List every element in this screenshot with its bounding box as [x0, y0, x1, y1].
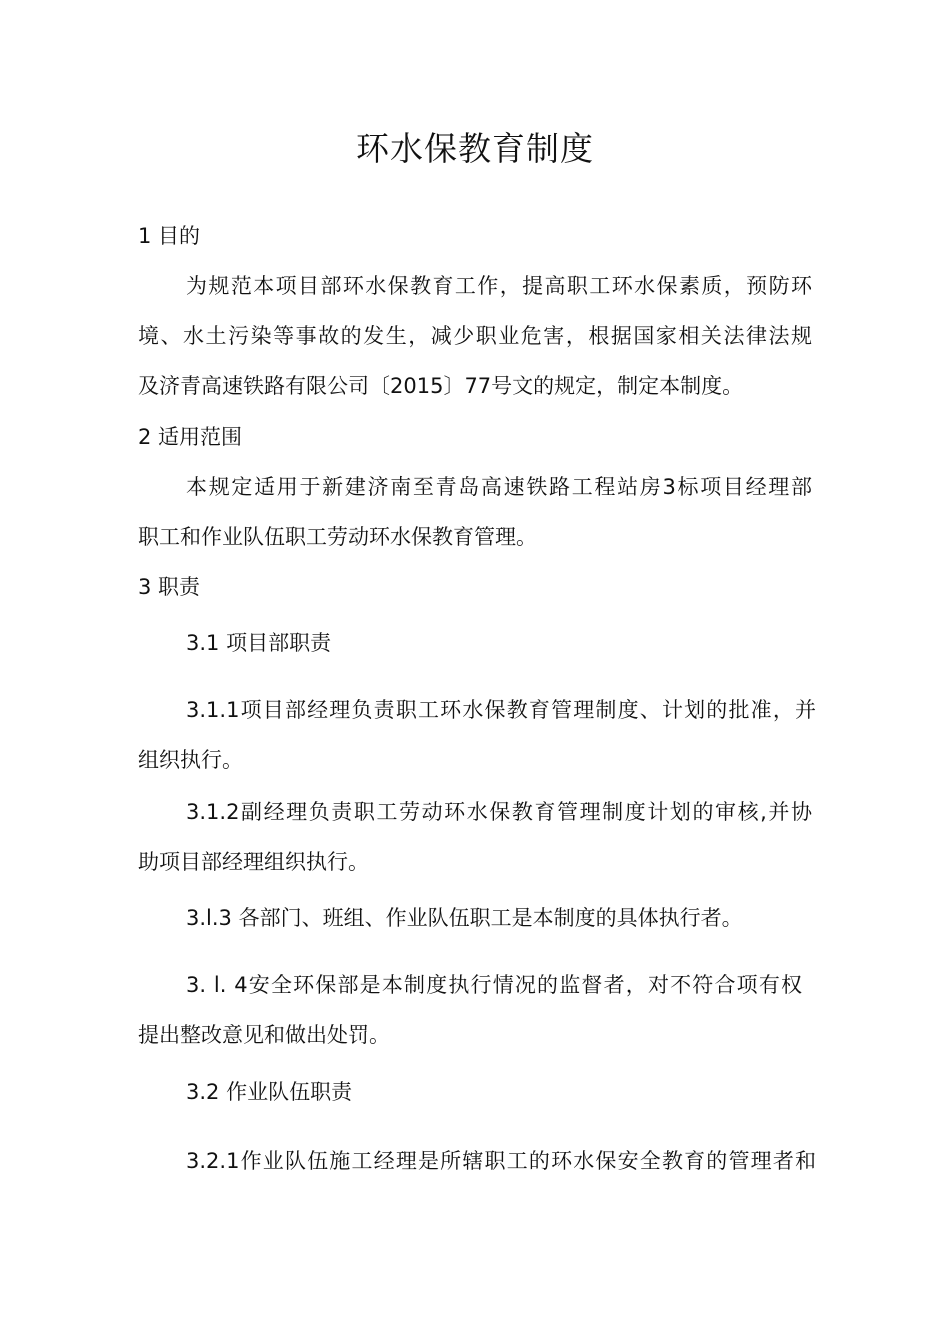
- paragraph-line: 3. l. 4安全环保部是本制度执行情况的监督者，对不符合项有权: [186, 973, 802, 997]
- paragraph-line: 3.2.1作业队伍施工经理是所辖职工的环水保安全教育的管理者和: [186, 1149, 816, 1173]
- document-title: 环水保教育制度: [356, 129, 594, 168]
- paragraph-line: 提出整改意见和做出处罚。: [138, 1023, 390, 1047]
- paragraph-line: 职工和作业队伍职工劳动环水保教育管理。: [138, 525, 537, 549]
- section-heading-duties: 3 职责: [138, 575, 201, 599]
- paragraph-line: 本规定适用于新建济南至青岛高速铁路工程站房3标项目经理部: [186, 475, 812, 499]
- paragraph-line: 3.1.1项目部经理负责职工环水保教育管理制度、计划的批准，并: [186, 698, 816, 722]
- paragraph-line: 组织执行。: [138, 748, 243, 772]
- paragraph-line: 3.l.3 各部门、班组、作业队伍职工是本制度的具体执行者。: [186, 906, 743, 930]
- subsection-heading: 3.2 作业队伍职责: [186, 1080, 353, 1104]
- paragraph-line: 境、水土污染等事故的发生，减少职业危害，根据国家相关法律法规: [138, 324, 812, 348]
- section-heading-scope: 2 适用范围: [138, 425, 243, 449]
- paragraph-line: 助项目部经理组织执行。: [138, 850, 369, 874]
- paragraph-line: 为规范本项目部环水保教育工作，提高职工环水保素质，预防环: [186, 274, 812, 298]
- subsection-heading: 3.1 项目部职责: [186, 631, 332, 655]
- paragraph-line: 及济青高速铁路有限公司〔2015〕77号文的规定，制定本制度。: [138, 374, 744, 398]
- section-heading-purpose: 1 目的: [138, 224, 201, 248]
- paragraph-line: 3.1.2副经理负责职工劳动环水保教育管理制度计划的审核,并协: [186, 800, 812, 824]
